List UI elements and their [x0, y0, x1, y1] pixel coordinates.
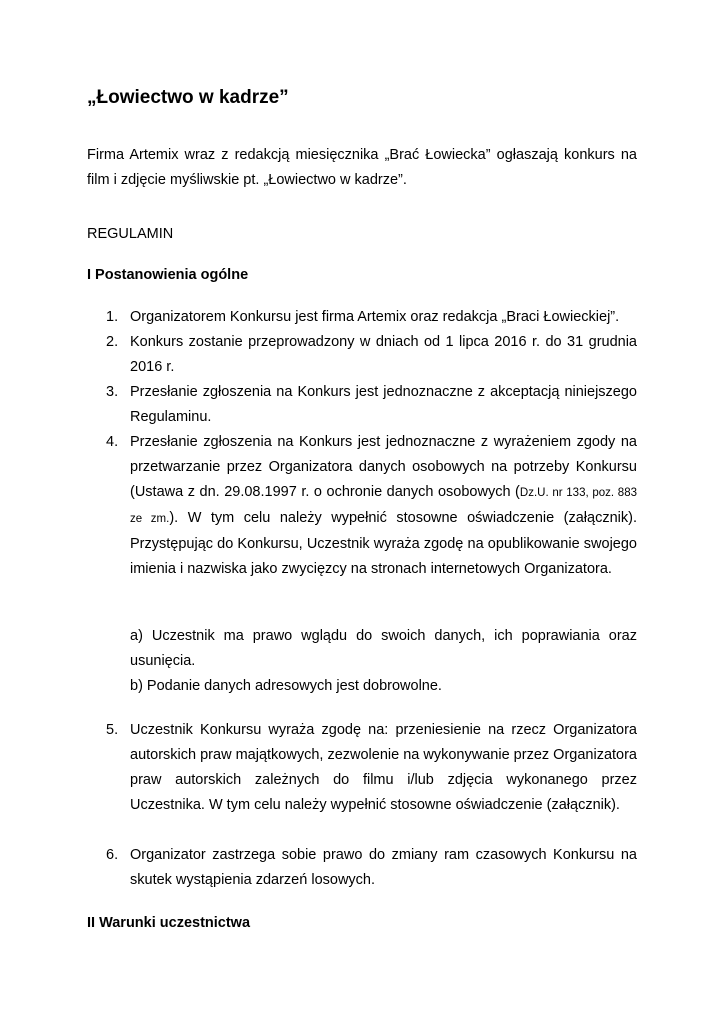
list-item [106, 305, 637, 330]
list-item-number: 1. [106, 309, 119, 325]
list-item [106, 330, 637, 380]
subparagraph-a: a) Uczestnik ma prawo wglądu do swoich danych, ich poprawiania oraz usunięcia. [130, 628, 637, 669]
list-item-text: Organizator zastrzega sobie prawo do zmiany ram czasowych Konkursu na skutek wystąpienia zdarzeń losowych. [130, 847, 637, 888]
list-item-number: 4. [106, 434, 119, 450]
list-item-number: 3. [106, 384, 119, 400]
section-heading-general-provisions: I Postanowienia ogólne [87, 267, 249, 283]
list-item-number: 2. [106, 334, 119, 350]
list-item [106, 380, 637, 430]
list-item-text: Uczestnik Konkursu wyraża zgodę na: przeniesienie na rzecz Organizatora autorskich praw majątkowych, zezwolenie na wykonywanie przez Organizatora praw autorskich zależnych do filmu i/lub zdjęcia wykonanego przez Uczestnika. W tym celu należy wypełnić stosowne oświadczenie (załącznik). [130, 722, 637, 813]
list-item [106, 718, 637, 818]
section-heading-participation-conditions: II Warunki uczestnictwa [87, 915, 251, 931]
list-item-text: Organizatorem Konkursu jest firma Artemix oraz redakcja „Braci Łowieckiej”. [130, 309, 620, 325]
list-item-number: 5. [106, 722, 119, 738]
subparagraph-b: b) Podanie danych adresowych jest dobrowolne. [130, 678, 442, 694]
list-item-text [130, 430, 637, 582]
intro-paragraph: Firma Artemix wraz z redakcją miesięcznika „Brać Łowiecka” ogłaszają konkurs na film i zdjęcie myśliwskie pt. „Łowiectwo w kadrze”. [87, 147, 637, 188]
list-item-text-part2: ). W tym celu należy wypełnić stosowne oświadczenie (załącznik). Przystępując do Konkursu, Uczestnik wyraża zgodę na opublikowanie swojego imienia i nazwiska jako zwycięzcy na stronach internetowych Organizatora. [130, 510, 637, 577]
list-item-text: Przesłanie zgłoszenia na Konkurs jest jednoznaczne z akceptacją niniejszego Regulaminu. [130, 384, 637, 425]
list-item-text: Konkurs zostanie przeprowadzony w dniach od 1 lipca 2016 r. do 31 grudnia 2016 r. [130, 334, 637, 375]
legal-citation: Dz.U. nr 133, poz. 883 ze zm. [130, 487, 637, 525]
list-item [106, 430, 637, 582]
list-item-number: 6. [106, 847, 119, 863]
list-item-text-part1: Przesłanie zgłoszenia na Konkurs jest jednoznaczne z wyrażeniem zgody na przetwarzanie przez Organizatora danych osobowych na potrzeby Konkursu (Ustawa z dn. 29.08.1997 r. o ochronie danych osobowych ( [130, 434, 637, 500]
document-title: „Łowiectwo w kadrze” [87, 87, 289, 108]
regulamin-label: REGULAMIN [87, 226, 174, 242]
list-item [106, 843, 637, 893]
